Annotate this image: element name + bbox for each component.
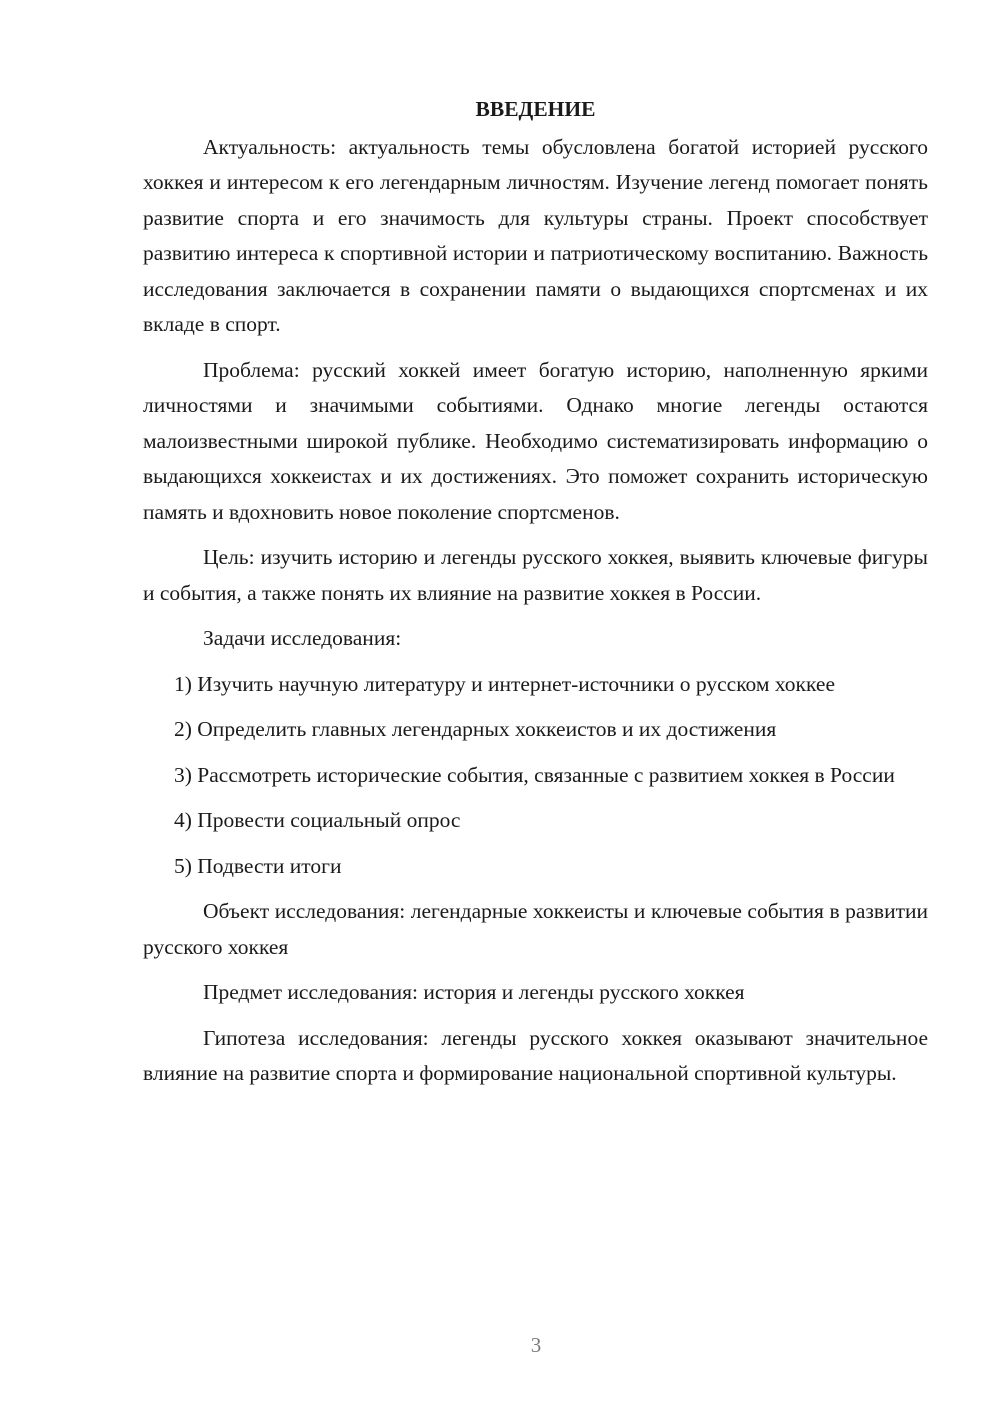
task-item-3: 3) Рассмотреть исторические события, связанные с развитием хоккея в России bbox=[174, 762, 895, 787]
task-item-2: 2) Определить главных легендарных хоккеистов и их достижения bbox=[174, 717, 777, 741]
page-number: 3 bbox=[530, 1333, 542, 1357]
paragraph-goal: Цель: изучить историю и легенды русского хоккея, выявить ключевые фигуры и события, а также понять их влияние на развитие хоккея в России. bbox=[143, 545, 928, 605]
paragraph-hypothesis: Гипотеза исследования: легенды русского хоккея оказывают значительное влияние на развитие спорта и формирование национальной спортивной культуры. bbox=[143, 1025, 928, 1085]
paragraph-relevance: Актуальность: актуальность темы обусловлена богатой историей русского хоккея и интересом к его легендарным личностям. Изучение легенд помогает понять развитие спорта и его значимость для культуры страны. Проект способствует развитию интереса к спортивной истории и патриотическому воспитанию. Важность исследования заключается в сохранении памяти о выдающихся спортсменах и их вкладе в спорт. bbox=[143, 134, 928, 336]
task-item-1: 1) Изучить научную литературу и интернет-источники о русском хоккее bbox=[174, 671, 835, 696]
paragraph-object: Объект исследования: легендарные хоккеисты и ключевые события в развитии русского хоккея bbox=[143, 899, 928, 959]
paragraph-tasks-heading: Задачи исследования: bbox=[203, 626, 402, 650]
task-item-4: 4) Провести социальный опрос bbox=[174, 808, 461, 832]
task-item-5: 5) Подвести итоги bbox=[174, 853, 342, 878]
paragraph-problem: Проблема: русский хоккей имеет богатую историю, наполненную яркими личностями и значимыми событиями. Однако многие легенды остаются малоизвестными широкой публике. Необходимо систематизировать информацию о выдающихся хоккеистах и их достижениях. Это поможет сохранить историческую память и вдохновить новое поколение спортсменов. bbox=[143, 357, 928, 524]
section-title: ВВЕДЕНИЕ bbox=[475, 97, 596, 121]
paragraph-subject: Предмет исследования: история и легенды русского хоккея bbox=[203, 980, 745, 1004]
document-page bbox=[143, 92, 928, 1102]
